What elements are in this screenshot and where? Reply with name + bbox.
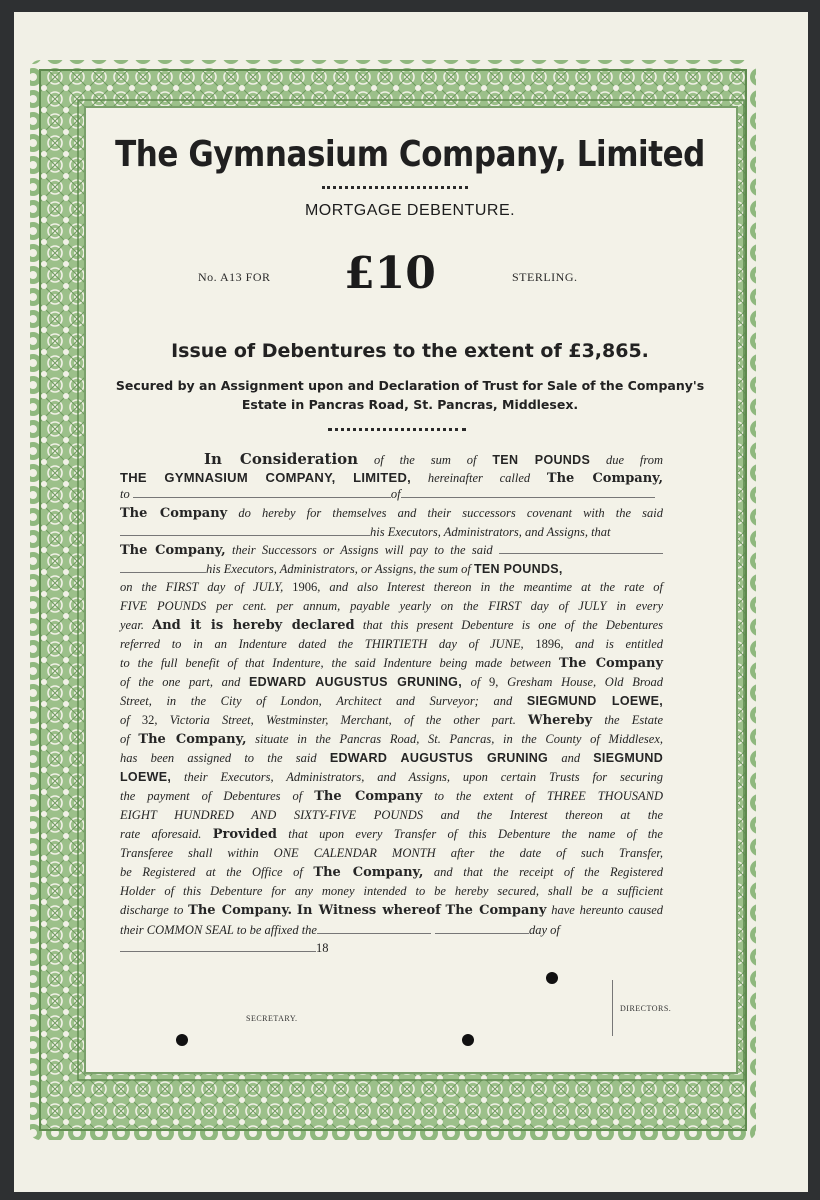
body-line-20: EIGHT HUNDRED AND SIXTY-FIVE POUNDS and the Interest thereon at the: [120, 808, 663, 822]
body-line-27: 18: [120, 941, 663, 960]
section-rule: [328, 428, 466, 431]
body-line-4: The Company do hereby for themselves and their successors covenant with the said: [120, 506, 663, 521]
body-line-6: The Company, their Successors or Assigns will pay to the said: [120, 543, 663, 562]
body-line-9: FIVE POUNDS per cent. per annum, payable yearly on the FIRST day of JULY in every: [120, 599, 663, 613]
blank-holder-address[interactable]: [401, 487, 655, 498]
body-line-15: of 32, Victoria Street, Westminster, Merchant, of the other part. Whereby the Estate: [120, 713, 664, 728]
blank-seal-month[interactable]: [435, 923, 529, 934]
body-line-18: LOEWE, their Executors, Administrators, and Assigns, upon certain Trusts for securing: [120, 770, 664, 784]
body-line-21: rate aforesaid. Provided that upon every Transfer of this Debenture the name of the: [120, 827, 663, 842]
issue-heading: Issue of Debentures to the extent of £3,865.: [171, 340, 649, 362]
body-line-10: year. And it is hereby declared that this present Debenture is one of the Debentures: [120, 618, 663, 633]
body-line-19: the payment of Debentures of The Company to the extent of THREE THOUSAND: [120, 789, 663, 804]
body-line-11: referred to in an Indenture dated the THIRTIETH day of JUNE, 1896, and is entitled: [120, 637, 663, 651]
title-rule: [322, 186, 468, 189]
document-subtitle: MORTGAGE DEBENTURE.: [304, 202, 516, 219]
blank-holder-name-3[interactable]: [499, 543, 663, 554]
body-line-17: has been assigned to the said EDWARD AUGUSTUS GRUNING and SIEGMUND: [120, 751, 664, 765]
directors-label: DIRECTORS.: [620, 1004, 672, 1013]
body-line-23: be Registered at the Office of The Company, and that the receipt of the Registered: [120, 865, 663, 880]
blank-holder-name[interactable]: [133, 487, 391, 498]
punch-hole: [462, 1034, 474, 1046]
certificate-number: No. A13 FOR: [198, 270, 271, 284]
body-line-13: of the one part, and EDWARD AUGUSTUS GRUNING, of 9, Gresham House, Old Broad: [120, 675, 663, 689]
secured-text: Secured by an Assignment upon and Declaration of Trust for Sale of the Company's Estate in Pancras Road, St. Pancras, Middlesex.: [115, 378, 705, 412]
blank-holder-name-2[interactable]: [120, 525, 370, 536]
amount-value: £10: [344, 248, 436, 299]
body-line-24: Holder of this Debenture for any money intended to be hereby secured, shall be a sufficient: [120, 884, 663, 898]
company-title: The Gymnasium Company, Limited: [115, 134, 705, 175]
punch-hole: [546, 972, 558, 984]
body-line-14: Street, in the City of London, Architect and Surveyor; and SIEGMUND LOEWE,: [120, 694, 663, 708]
body-line-5: his Executors, Administrators, and Assigns, that: [120, 525, 663, 544]
punch-hole: [176, 1034, 188, 1046]
secretary-label: SECRETARY.: [246, 1014, 298, 1023]
body-line-12: to the full benefit of that Indenture, the said Indenture being made between The Company: [120, 656, 663, 671]
body-line-3: to of: [120, 487, 663, 506]
blank-seal-date[interactable]: [317, 923, 431, 934]
blank-holder-name-4[interactable]: [120, 562, 206, 573]
directors-divider: [612, 980, 613, 1036]
body-line-1: In Consideration of the sum of TEN POUNDS due from: [204, 450, 664, 468]
body-line-7: his Executors, Administrators, or Assigns, the sum of TEN POUNDS,: [120, 562, 663, 581]
body-line-26: their COMMON SEAL to be affixed the day of: [120, 923, 560, 937]
body-line-8: on the FIRST day of JULY, 1906, and also Interest thereon in the meantime at the rate of: [120, 580, 663, 594]
body-line-16: of The Company, situate in the Pancras Road, St. Pancras, in the County of Middlesex,: [120, 732, 664, 747]
body-line-25: discharge to The Company. In Witness whereof The Company have hereunto caused: [120, 903, 664, 918]
body-line-22: Transferee shall within ONE CALENDAR MONTH after the date of such Transfer,: [120, 846, 663, 860]
body-line-2: THE GYMNASIUM COMPANY, LIMITED, hereinafter called The Company,: [120, 470, 664, 486]
currency-label: STERLING.: [512, 270, 578, 284]
blank-seal-month-2[interactable]: [120, 941, 316, 952]
